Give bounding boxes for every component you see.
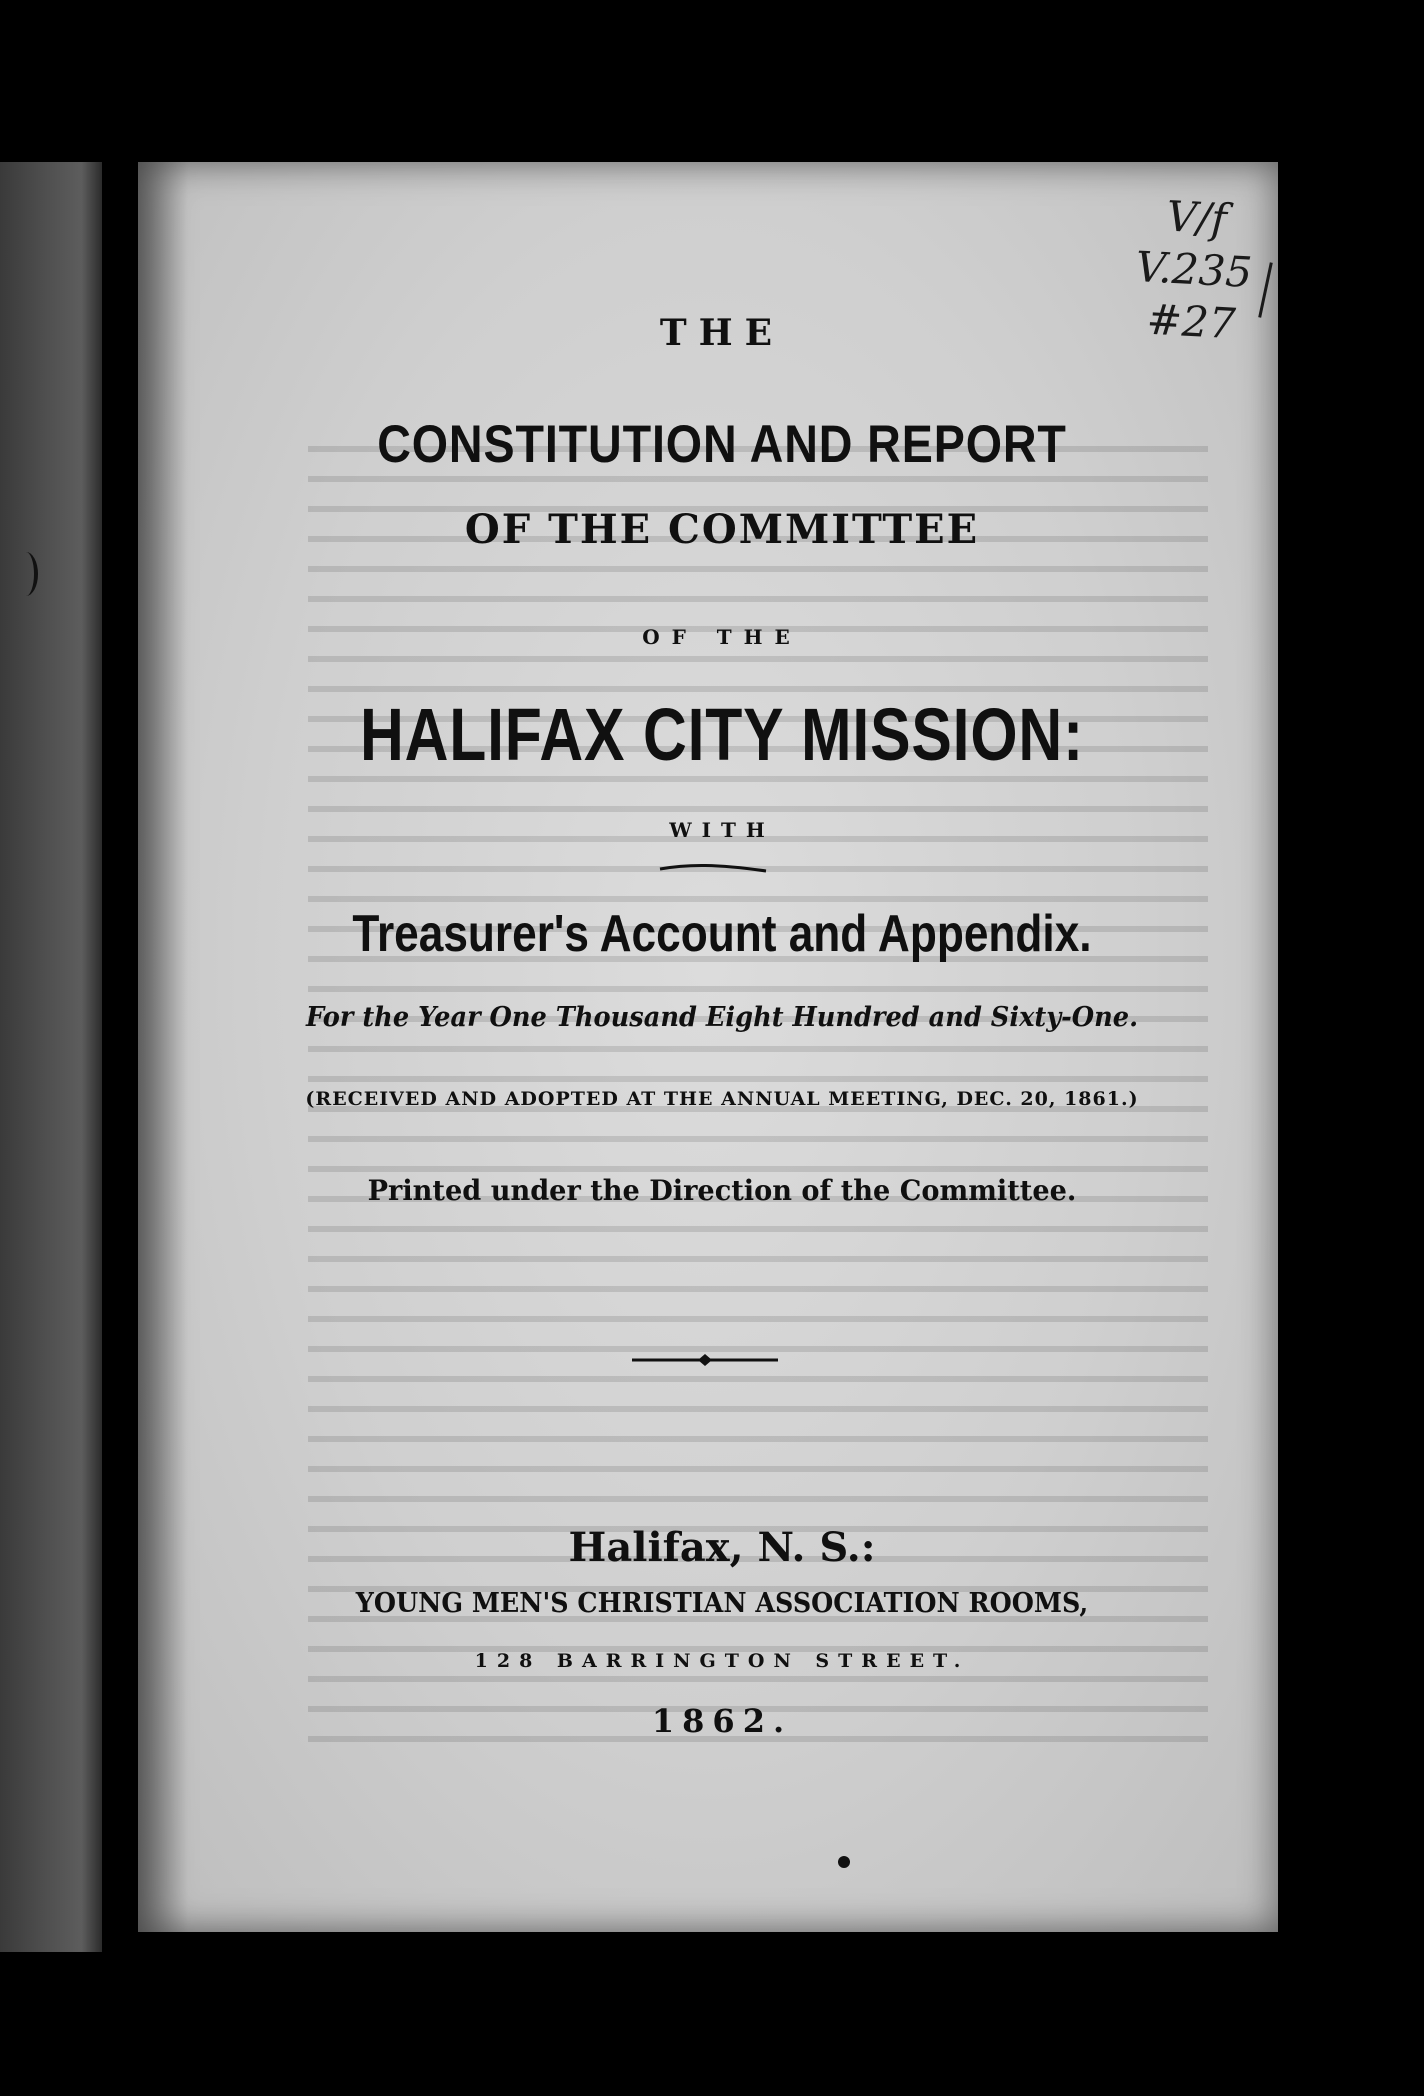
imprint-place: Halifax, N. S.: (568, 1524, 876, 1571)
title-line-1: CONSTITUTION AND REPORT (377, 415, 1067, 474)
with-label: WITH (669, 818, 775, 842)
imprint-street: 128 BARRINGTON STREET. (474, 1650, 970, 1672)
handwritten-call-number (1093, 187, 1293, 387)
imprint-year: 1862. (651, 1702, 793, 1740)
year-line: For the Year One Thousand Eight Hundred and Sixty-One. (305, 1002, 1139, 1033)
handwritten-line-1: V/f (1165, 191, 1228, 244)
title-page (138, 162, 1278, 1932)
adjacent-page-edge (0, 162, 102, 1952)
of-the-label: OF THE (642, 625, 802, 649)
title-line-2: OF THE COMMITTEE (464, 506, 980, 553)
subtitle: Treasurer's Account and Appendix. (352, 905, 1092, 963)
handwritten-line-3: #27 (1145, 294, 1237, 349)
ornament-rule (630, 1352, 780, 1368)
handwritten-line-2: V.235 (1134, 242, 1254, 298)
ink-dot (838, 1856, 850, 1868)
margin-mark (14, 552, 38, 596)
printed-note: Printed under the Direction of the Committee. (367, 1174, 1077, 1207)
title-the: THE (659, 312, 785, 354)
mission-name: HALIFAX CITY MISSION: (359, 693, 1085, 776)
flourish-rule (658, 862, 768, 876)
received-note: (RECEIVED AND ADOPTED AT THE ANNUAL MEETING, DEC. 20, 1861.) (305, 1088, 1139, 1110)
imprint-rooms: YOUNG MEN'S CHRISTIAN ASSOCIATION ROOMS, (355, 1588, 1089, 1619)
